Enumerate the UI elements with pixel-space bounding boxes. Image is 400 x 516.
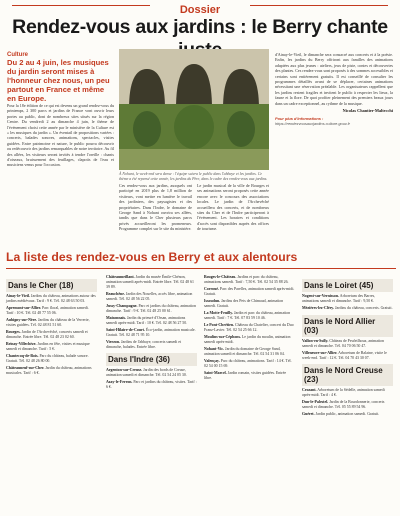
event-details: Château de Peufeilhoux, animation samedi et dimanche. Tél. 04 70 06 50 47. xyxy=(302,338,384,348)
event-location: Apremont-sur-Allier. xyxy=(6,305,41,310)
event-entry xyxy=(204,323,295,333)
list-column xyxy=(204,275,295,383)
headline: Rendez-vous aux jardins : le Berry chante xyxy=(12,16,388,38)
event-entry xyxy=(204,311,295,321)
event-entry xyxy=(106,340,197,350)
event-location: La Motte-Feuilly. xyxy=(204,310,233,315)
garden-photo xyxy=(119,49,269,170)
event-location: Châteaumeillant. xyxy=(106,275,135,279)
event-details: Jardin du château, animations musicales. Tarif : 6 €. xyxy=(6,365,92,375)
event-location: Issoudun. xyxy=(204,298,221,303)
event-location: Moulins-sur-Céphons. xyxy=(204,334,241,339)
event-details: Jardin du musée Émile-Chénon, animation samedi après-midi. Entrée libre. Tél. 02 48 61 39 89. xyxy=(106,275,194,289)
event-location: Villeneuve-sur-Allier. xyxy=(302,350,338,355)
kicker-text: Du 2 au 4 juin, les musiques du jardin seront mises à l'honneur chez nous, un peu partout en France et même en Europe. xyxy=(7,58,110,103)
event-location: Dun-le-Palestel. xyxy=(302,400,329,405)
event-entry xyxy=(204,359,295,369)
event-entry xyxy=(106,304,197,314)
event-details: Jardins et parc du château, animations samedi. Tarif : 7,50 €. Tél. 02 54 35 88 26. xyxy=(204,275,289,284)
info-label: Pour plus d'informations : xyxy=(275,116,324,122)
event-entry xyxy=(204,371,295,381)
event-entry xyxy=(106,380,197,390)
event-location: Ainay-le-Vieil. xyxy=(6,294,30,298)
event-details: Parc des Parelles, animation samedi après-midi. Gratuit. xyxy=(204,286,295,296)
event-details: Jardins en fête, visites et musique samedi et dimanche. Tarif : 5 €. xyxy=(6,341,90,351)
event-details: Château du Chatelier, concert du Duo Franz-Lavier. Tél. 02 54 25 66 12. xyxy=(204,322,294,332)
event-details: Parc et jardins du château, visites. Tarif : 6 €. xyxy=(106,380,197,390)
kicker-tag: Culture xyxy=(7,52,28,58)
event-location: Chantecoq-de-Bois. xyxy=(6,353,39,358)
event-location: Saint-Hilaire-de-Court. xyxy=(106,327,145,332)
event-location: Crozant. xyxy=(302,388,317,393)
event-entry xyxy=(6,294,97,304)
event-entry xyxy=(204,299,295,309)
event-details: Jardin de la Bourdonnerie, concerts samedi et dimanche. Tél. 05 55 89 54 96. xyxy=(302,400,385,410)
event-details: Arboretum de Balaine, visite le week-end. Tarif : 12 €. Tél. 04 70 43 30 07. xyxy=(302,350,387,360)
event-entry xyxy=(106,275,197,289)
event-details: Jardin des Nouelles, accès libre, animation samedi. Tél. 02 48 56 22 05. xyxy=(106,291,193,301)
rubric-label: Dossier xyxy=(179,4,221,16)
event-entry xyxy=(204,287,295,297)
department-heading: Dans le Cher (18) xyxy=(6,279,97,292)
event-details: Le jardin du moulin, animation samedi après-midi. xyxy=(204,334,291,344)
event-entry xyxy=(204,347,295,357)
event-entry xyxy=(302,412,393,417)
info-url[interactable]: https://rendezvousauxjardins.culture.gouv.fr xyxy=(275,121,350,127)
event-details: Jardin des bords de Creuse, animation samedi et dimanche. Tél. 02 54 24 05 30. xyxy=(106,368,187,378)
event-location: Vallon-en-Sully. xyxy=(302,338,329,343)
department-heading: Dans l'Indre (36) xyxy=(106,353,197,366)
event-entry xyxy=(302,400,393,410)
event-location: Valençay. xyxy=(204,358,220,363)
article-column-3: Le jardin musical de la ville de Bourges et ses animations seront proposés cette année encore avec le concours des associations locales. Le jardin de l'Archevêché accueillera des concerts, et de nombreux sites du Cher et de l'Indre participeront à l'événement. Les horaires et conditions d'accès sont disponibles auprès des offices de tourisme. xyxy=(197,183,269,232)
article-column-2: Ces rendez-vous aux jardins, auxquels ont participé en 2019 plus de 1,8 million de visiteurs, vont mettre en lumière le travail des jardiniers, des paysagistes et des propriétaires. Dans l'Indre, le domaine de George Sand à Nohant ouvrira ses allées, tandis que dans le Cher plusieurs parcs privés accueilleront les promeneurs. Programme complet sur le site du ministère. xyxy=(119,183,192,232)
rubric-rule-left xyxy=(12,5,150,6)
event-location: Guéret. xyxy=(302,412,315,417)
rubric-rule-right xyxy=(250,5,388,6)
event-entry xyxy=(106,316,197,326)
event-entry xyxy=(106,328,197,338)
event-entry xyxy=(302,294,393,304)
event-location: Le Pont-Chrétien. xyxy=(204,322,235,327)
event-entry xyxy=(106,368,197,378)
event-location: Vierzon. xyxy=(106,339,121,344)
event-location: Aubigny-sur-Nère. xyxy=(6,317,38,322)
event-location: Nohant-Vic. xyxy=(204,346,225,351)
info-box xyxy=(275,116,393,126)
event-details: Jardins du château, concerts. Gratuit. xyxy=(334,305,393,310)
event-location: Nogent-sur-Vernisson. xyxy=(302,294,339,298)
event-entry xyxy=(302,388,393,398)
event-location: Châteauneuf-sur-Cher. xyxy=(6,365,45,370)
list-column xyxy=(302,275,393,420)
event-location: Maisonnais. xyxy=(106,315,126,320)
event-location: Bouges-le-Château. xyxy=(204,275,237,279)
event-entry xyxy=(6,366,97,376)
event-entry xyxy=(204,275,295,285)
event-details: Parc floral, animation samedi. Tarif : 10 €. Tél. 02 48 77 55 06. xyxy=(6,305,89,315)
rubric xyxy=(0,0,400,16)
event-entry xyxy=(6,306,97,316)
event-entry xyxy=(302,339,393,349)
photo-caption: À Nohant, le week-end sera dense : l'équipe suivra le public dans l'abbaye et les jardins. Ce thème a été repensé cette année, les jardins du Père, dans le cadre des rendez-vous aux jardins. xyxy=(119,172,268,181)
event-entry xyxy=(302,306,393,311)
event-location: Corroué. xyxy=(204,286,219,291)
event-entry xyxy=(302,351,393,361)
event-details: Jardin romain, visites guidées. Entrée libre. xyxy=(204,370,287,380)
event-details: Arboretum de la Sédelle, animation samedi après-midi. Tarif : 4 €. xyxy=(302,388,385,398)
event-details: Jardin du prieuré d'Orsan, animations samedi après-midi. Tarif : 10 €. Tél. 02 48 56 27 50. xyxy=(106,315,188,325)
department-heading: Dans le Loiret (45) xyxy=(302,279,393,292)
garden-photo-illustration xyxy=(119,49,269,170)
event-details: Jardin public, animation samedi. Gratuit. xyxy=(314,412,380,417)
author-signature: Nicolas Chantier-Maltecchi xyxy=(342,108,393,114)
event-entry xyxy=(204,335,295,345)
list-section-title: La liste des rendez-vous en Berry et aux alentours xyxy=(6,250,396,269)
event-location: Saint-Marcel. xyxy=(204,370,227,375)
event-details: Parc du château, balade sonore. Gratuit. Tél. 02 48 26 80 00. xyxy=(6,353,89,363)
event-details: Arboretum des Barres, animations samedi et dimanche. Tarif : 9,50 €. xyxy=(302,294,376,303)
list-column xyxy=(106,275,197,392)
event-entry xyxy=(6,342,97,352)
kicker xyxy=(7,52,111,103)
article-column-4-text: d'Ainay-le-Vieil, le dimanche sera consacré aux concerts et à la poésie. Enfin, les jardins du Berry offriront aux familles des animations adaptées aux plus jeunes : ateliers, jeux de piste, contes et découvertes des plantes. Ces rendez-vous sont proposés à des sommes accessibles et certains sont entièrement gratuits. Il est conseillé de consulter les programmes détaillés avant de se déplacer, certaines animations nécessitant une réservation préalable. Les organisateurs rappellent que les jardins restent fragiles et invitent le public à respecter les lieux, la faune et la flore. De quoi profiter pleinement des premiers beaux jours dans un cadre exceptionnel, au rythme de la musique. xyxy=(275,52,393,106)
event-details: Jardin du domaine de George Sand, animation samedi et dimanche. Tél. 02 54 31 06 04. xyxy=(204,346,285,356)
event-location: Argenton-sur-Creuse. xyxy=(106,368,143,373)
event-entry xyxy=(6,318,97,328)
list-column xyxy=(6,275,97,378)
event-location: Azay-le-Ferron. xyxy=(106,380,133,385)
event-location: Bourges. xyxy=(6,329,21,334)
event-entry xyxy=(106,292,197,302)
event-details: Jardin de l'Archevêché, concerts samedi et dimanche. Entrée libre. Tél. 02 48 23 02 60. xyxy=(6,329,88,339)
department-heading: Dans le Nord Creuse (23) xyxy=(302,364,393,386)
event-details: Jardins du château de la Verrerie, visites guidées. Tél. 02 48 81 51 60. xyxy=(6,317,90,327)
event-details: Éco-jardin, animation musicale. Gratuit. Tél. 02 48 71 95 10. xyxy=(106,327,196,337)
event-location: Beauchêne. xyxy=(106,291,125,296)
event-entry xyxy=(6,330,97,340)
event-details: Jardins de l'abbaye, concerts samedi et dimanche, balades. Entrée libre. xyxy=(106,339,182,349)
event-details: Parc et jardins du château, animation dimanche. Tarif : 9 €. Tél. 02 48 25 00 61. xyxy=(106,303,196,313)
event-location: Brinay-Villechèze. xyxy=(6,341,37,346)
department-heading: Dans le Nord Allier (03) xyxy=(302,315,393,337)
article-column-1: Pour la 18e édition de ce qui est devenu un grand rendez-vous du printemps, 2 300 parcs et jardins de France vont ouvrir leurs portes au public, dont de nombreux sites situés sur la région Centre. Du vendredi 2 au dimanche 4 juin, le thème de l'événement choisi cette année par le ministère de la Culture est « les musiques du jardin ». Un éventail de propositions variées : concerts, balades sonores, animations, spectacles, visites guidées. Entre patrimoine et nature, le public pourra découvrir ou redécouvrir des jardins remarquables de notre territoire. Au fil des allées, les visiteurs seront invités à tendre l'oreille : chants d'oiseaux, bruissement des feuillages, clapotis de l'eau et musiciens venus pour l'occasion. xyxy=(7,103,114,168)
event-entry xyxy=(6,354,97,364)
event-location: Jussy-Champagne. xyxy=(106,303,138,308)
article-column-4 xyxy=(275,52,393,126)
event-location: Mézières-lez-Cléry. xyxy=(302,305,335,310)
event-details: Jardins du château, animations autour des jardins médiévaux. Tarif : 9 €. Tél. 02 48 63 50 03. xyxy=(6,294,96,303)
event-details: Jardin et parc du château, animation samedi. Tarif : 7 €. Tél. 07 83 59 10 46. xyxy=(204,310,291,320)
event-details: Jardins des Pets de Chimaud, animation samedi. Gratuit. xyxy=(204,298,284,308)
event-details: Parc du château, animations. Tarif : 14 €. Tél. 02 54 00 15 69. xyxy=(204,358,292,368)
